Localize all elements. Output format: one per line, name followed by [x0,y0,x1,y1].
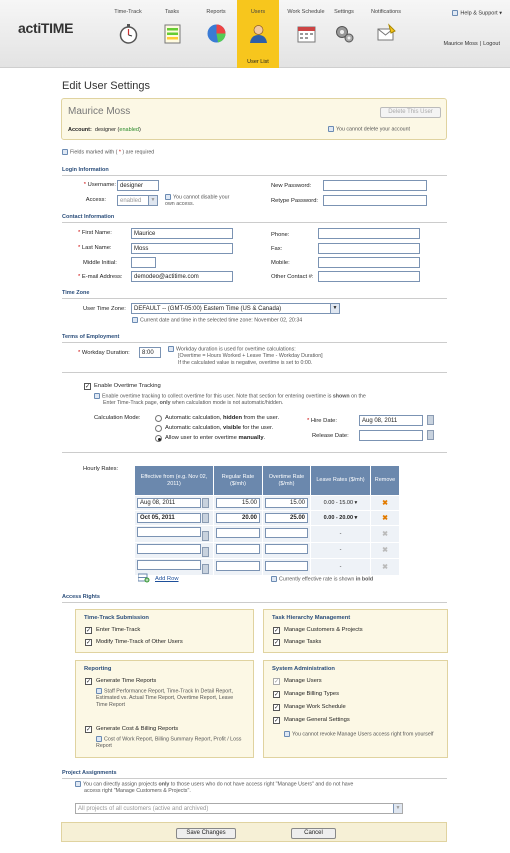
effective-date-cell [135,511,214,526]
user-summary-panel [61,98,447,140]
pie-chart-icon [206,23,227,44]
info-icon [271,576,277,582]
mobile-label: Mobile: [271,260,290,266]
tab-label: Users [250,9,266,15]
cost-reports-note-text: Cost of Work Report, Billing Summary Report, Profit / Loss Report [96,736,242,750]
modify-time-track-label: Modify Time-Track of Other Users [96,639,183,645]
projects-note-b: only [158,781,170,788]
divider [62,602,447,603]
time-reports-note-text: Staff Performance Report, Time-Track In Detail Report, Estimated vs. Actual Time Report, Overtime Report, Leave Time Report [96,688,234,709]
first-name-label-text: First Name: [81,230,112,236]
regular-rate-cell [214,496,263,511]
retype-password-label: Retype Password: [271,198,319,204]
projects-note [75,781,445,795]
section-contact: Contact Information [62,214,115,220]
time-track-panel [75,609,254,653]
info-icon [75,781,81,787]
effective-date-input[interactable] [137,527,201,537]
manage-customers-checkbox[interactable]: ✓ [274,628,280,634]
calendar-icon[interactable] [202,547,209,557]
first-name-input[interactable]: Maurice [131,228,233,239]
user-full-name: Maurice Moss [68,106,131,117]
reporting-title: Reporting [84,666,112,672]
help-icon [452,10,458,16]
email-label-text: E-mail Address: [81,274,123,280]
effective-rate-note-a: Currently effective rate is shown [279,576,356,583]
rate-row [135,559,400,576]
new-password-label: New Password: [271,183,312,189]
last-name-input[interactable]: Moss [131,243,233,254]
app-logo[interactable]: actiTIME [18,20,74,36]
leave-rates-value: 0.00 - 15.00 [323,500,354,506]
leave-rates-value: - [339,563,342,570]
tab-label: Settings [334,9,354,15]
projects-select-value: All projects of all customers (active and archived) [78,806,209,812]
user-icon [248,23,269,44]
col-remove: Remove [371,466,400,496]
cannot-delete-text: You cannot delete your account [336,126,411,133]
info-icon [132,317,138,323]
calc-visible-label-a: Automatic calculation, [165,425,223,431]
overtime-note-1b: shown [332,393,350,400]
overtime-note-1a: Enable overtime tracking to collect overtime for this user. Note that section for entering overtime is [102,393,333,400]
tab-label: Tasks [164,9,180,15]
calendar-icon[interactable] [427,430,434,440]
hire-date-label-text: Hire Date: [310,418,337,424]
calc-hidden-label [165,415,279,421]
task-hierarchy-panel [263,609,448,653]
regular-rate-cell [214,559,263,576]
cannot-delete-note [328,126,410,133]
fax-label: Fax: [271,246,283,252]
rate-row [135,511,400,526]
system-admin-panel [263,660,448,758]
manage-tasks-label: Manage Tasks [284,639,322,645]
leave-rates-cell [311,542,371,559]
access-note-text: You cannot disable your own access. [165,194,230,208]
subtab-user-list[interactable]: User List [237,56,279,68]
overtime-rate-cell [263,559,311,576]
overtime-rate-cell [263,526,311,543]
calendar-icon[interactable] [427,415,434,425]
manage-general-settings-checkbox[interactable]: ✓ [274,718,280,724]
first-name-label [78,230,112,236]
checklist-icon [162,23,183,44]
tab-notifications[interactable] [359,0,413,56]
col-regular-rate: Regular Rate ($/mh) [214,466,263,496]
new-password-input[interactable] [323,180,427,191]
required-star: * [83,182,87,188]
info-icon [165,194,171,200]
section-project-assignments: Project Assignments [62,770,117,776]
manage-users-checkbox[interactable]: ✓ [274,679,280,685]
manage-general-settings-label: Manage General Settings [284,717,350,723]
info-icon [96,736,102,742]
remove-cell [371,496,400,511]
duration-note-3: If the calculated value is negative, overtime is set to 0:00. [178,360,313,367]
time-zone-label: User Time Zone: [83,306,126,312]
page-title: Edit User Settings [62,80,151,92]
account-status: enabled [119,127,139,133]
divider [62,452,447,453]
manage-tasks-checkbox[interactable]: ✓ [274,640,280,646]
overtime-rate-input[interactable]: 25.00 [265,513,308,523]
access-note [165,194,235,208]
section-employment: Terms of Employment [62,334,120,340]
cost-reports-note [96,736,246,750]
overtime-note-2b: only [159,400,171,407]
divider [62,778,447,779]
chevron-down-icon: ▼ [148,196,157,205]
regular-rate-cell [214,511,263,526]
calc-hidden-label-c: from the user. [242,415,280,421]
overtime-rate-cell [263,511,311,526]
reporting-panel [75,660,254,758]
overtime-note-1c: on the [349,393,366,400]
cancel-button[interactable]: Cancel [291,828,336,839]
phone-label: Phone: [271,232,290,238]
calc-visible-label-c: for the user. [241,425,274,431]
manage-billing-types-label: Manage Billing Types [284,691,339,697]
projects-note-a: You can directly assign projects [83,781,159,788]
tab-label: Time-Track [114,9,142,15]
logout-link[interactable]: Logout [483,41,500,47]
duration-note-2: [Overtime = Hours Worked + Leave Time - Workday Duration] [178,353,323,360]
last-name-label [78,245,112,251]
generate-cost-reports-label: Generate Cost & Billing Reports [96,726,179,732]
chevron-down-icon: ▼ [393,804,402,813]
fax-input[interactable] [318,243,420,254]
regular-rate-input[interactable]: 15.00 [216,498,260,508]
middle-initial-input[interactable] [131,257,156,268]
calc-hidden-label-a: Automatic calculation, [165,415,223,421]
tab-label: Reports [206,9,226,15]
regular-rate-input[interactable] [216,544,260,554]
info-icon [328,126,334,132]
manage-billing-types-checkbox[interactable]: ✓ [274,692,280,698]
regular-rate-input[interactable] [216,561,260,571]
leave-rates-cell [311,526,371,543]
time-zone-value: DEFAULT -- (GMT-05:00) Eastern Time (US & Canada) [134,306,282,312]
leave-rates-value: 0.00 - 20.00 [323,515,354,521]
save-changes-button[interactable]: Save Changes [176,828,236,839]
calc-visible-label-b: visible [223,425,242,431]
required-note-a: Fields marked with ( [70,149,118,156]
effective-date-cell [135,542,214,559]
projects-note-c: to those users who do not have access right "Manage Users" and do not have [169,781,354,788]
effective-date-input[interactable]: Oct 05, 2011 [137,513,201,523]
help-support-menu[interactable]: Help & Support ▾ [452,10,502,16]
effective-date-cell [135,496,214,511]
overtime-rate-input[interactable] [265,528,308,538]
add-row-link[interactable]: Add Row [155,576,179,582]
calc-manual-radio[interactable] [155,435,162,442]
access-label: Access: [85,197,106,203]
middle-initial-label: Middle Initial: [83,260,117,266]
user-links: Maurice Moss | Logout [443,41,500,47]
manage-work-schedule-label: Manage Work Schedule [284,704,346,710]
envelope-icon [376,23,397,44]
enable-overtime-checkbox[interactable]: ✓ [85,384,91,390]
overtime-note [94,393,449,407]
retype-password-input[interactable] [323,195,427,206]
manage-customers-label: Manage Customers & Projects [284,627,363,633]
calendar-icon[interactable] [202,564,209,574]
leave-rates-cell [311,559,371,576]
tab-users[interactable] [237,0,279,56]
section-access-rights: Access Rights [62,594,100,600]
workday-duration-label-text: Workday Duration: [81,350,130,356]
duration-note-1: Workday duration is used for overtime calculations: [176,346,296,353]
rate-row [135,496,400,511]
required-star: * [78,350,81,356]
access-value: enabled [120,198,142,204]
info-icon [168,346,174,352]
leave-rates-cell: 0.00 - 20.00 ▾ [311,511,371,526]
overtime-note-2a: Enter Time-Track page, [103,400,160,407]
overtime-rate-cell [263,496,311,511]
username-input[interactable]: designer [117,180,159,191]
workday-duration-label [78,350,130,356]
calc-manual-label-b: manually [238,435,264,441]
time-zone-note-text: Current date and time in the selected time zone: November 02, 20:34 [140,317,303,324]
current-user-link[interactable]: Maurice Moss [443,41,478,47]
calc-hidden-label-b: hidden [223,415,242,421]
leave-rates-value: - [339,530,342,537]
overtime-rate-input[interactable]: 15.00 [265,498,308,508]
divider [62,372,447,373]
other-contact-input[interactable] [318,271,420,282]
workday-duration-input[interactable]: 8:00 [139,347,161,358]
calc-visible-radio[interactable] [155,425,162,432]
remove-cell [371,559,400,576]
time-reports-note [96,688,246,709]
form-footer [61,822,447,842]
hire-date-input[interactable]: Aug 08, 2011 [359,415,423,426]
phone-input[interactable] [318,228,420,239]
regular-rate-cell [214,542,263,559]
remove-row-icon[interactable]: ✖ [382,547,388,555]
projects-select[interactable] [75,803,403,814]
overtime-rate-cell [263,542,311,559]
calc-hidden-radio[interactable] [155,415,162,422]
release-date-input[interactable] [359,430,423,441]
enable-overtime-label: Enable Overtime Tracking [94,383,161,389]
divider [62,175,447,176]
col-overtime-rate: Overtime Rate ($/mh) [263,466,311,496]
divider [62,222,447,223]
divider [62,298,447,299]
remove-cell [371,526,400,543]
required-note-b: ) are required [122,149,155,156]
calc-visible-label [165,425,273,431]
calendar-icon[interactable] [202,513,209,523]
task-hierarchy-title: Task Hierarchy Management [272,615,351,621]
remove-row-icon[interactable]: ✖ [382,530,388,538]
leave-rates-cell: 0.00 - 15.00 ▾ [311,496,371,511]
remove-row-icon[interactable]: ✖ [382,500,388,507]
effective-rate-note-b: in bold [355,576,374,583]
manage-work-schedule-checkbox[interactable]: ✓ [274,705,280,711]
hourly-rates-table [134,465,400,576]
rate-row [135,526,400,543]
calendar-icon [296,23,317,44]
required-star: * [78,245,81,251]
required-star: * [307,418,310,424]
calculation-mode-label: Calculation Mode: [94,415,141,421]
generate-cost-reports-checkbox[interactable]: ✓ [86,727,92,733]
section-login: Login Information [62,167,109,173]
stopwatch-icon [118,23,139,44]
calc-manual-label [165,435,265,441]
section-time-zone: Time Zone [62,290,90,296]
manage-users-note [284,731,434,738]
overtime-rate-input[interactable] [265,544,308,554]
regular-rate-input[interactable] [216,528,260,538]
info-icon [96,688,102,694]
effective-date-input[interactable]: Aug 08, 2011 [137,498,201,508]
effective-date-input[interactable] [137,560,201,570]
other-contact-label: Other Contact #: [271,274,314,280]
workday-duration-note [168,346,323,367]
enter-time-track-label: Enter Time-Track [96,627,141,633]
required-star: * [118,149,121,156]
access-select[interactable] [117,195,158,206]
required-star: * [78,230,81,236]
regular-rate-input[interactable]: 20.00 [216,513,260,523]
remove-cell [371,511,400,526]
effective-date-input[interactable] [137,544,201,554]
generate-time-reports-checkbox[interactable]: ✓ [86,679,92,685]
projects-note-d: access right "Manage Customers & Projects". [84,788,191,795]
col-effective-from: Effective from (e.g. Nov 02, 2011) [135,466,214,496]
time-zone-note [132,317,302,324]
chevron-down-icon: ▼ [330,304,339,313]
required-star: * [78,274,81,280]
calc-manual-label-a: Allow user to enter overtime [165,435,239,441]
enter-time-track-checkbox[interactable]: ✓ [86,628,92,634]
leave-rates-value: - [339,547,342,554]
tab-label: Notifications [371,9,401,15]
tab-label: Work Schedule [287,9,325,15]
generate-time-reports-label: Generate Time Reports [96,678,157,684]
modify-time-track-checkbox[interactable]: ✓ [86,640,92,646]
remove-cell [371,542,400,559]
rate-row [135,542,400,559]
tab-reports[interactable] [189,0,243,56]
calendar-icon[interactable] [202,498,209,508]
hourly-rates-label: Hourly Rates: [83,466,119,472]
username-label-text: Username: [87,182,116,188]
col-leave-rates: Leave Rates ($/mh) [311,466,371,496]
email-input[interactable]: demodeo@actitime.com [131,271,233,282]
calc-manual-label-c: . [263,435,266,441]
required-fields-note [62,149,154,156]
overtime-note-2c: when calculation mode is not automatic/hidden. [170,400,284,407]
time-track-title: Time-Track Submission [84,615,149,621]
overtime-rate-input[interactable] [265,561,308,571]
help-label: Help & Support [460,10,498,17]
account-value: designer [94,127,117,133]
info-icon [284,731,290,737]
regular-rate-cell [214,526,263,543]
username-label [62,182,116,188]
remove-row-icon[interactable]: ✖ [382,563,388,571]
email-label [78,274,122,280]
delete-user-button[interactable]: Delete This User [380,107,441,118]
calendar-icon[interactable] [202,531,209,541]
add-row-icon[interactable] [138,573,150,583]
release-date-label: Release Date: [312,433,349,439]
manage-users-label: Manage Users [284,678,322,684]
effective-date-cell [135,526,214,543]
time-zone-select[interactable] [131,303,340,314]
account-line: Account: designer (enabled) [68,127,141,133]
divider [62,342,447,343]
last-name-label-text: Last Name: [81,245,112,251]
info-icon [62,149,68,155]
effective-rate-note [271,576,373,583]
system-admin-title: System Administration [272,666,335,672]
manage-users-note-text: You cannot revoke Manage Users access right from yourself [292,731,434,738]
gears-icon [334,23,355,44]
mobile-input[interactable] [318,257,420,268]
hire-date-label [307,418,337,424]
account-label: Account: [68,127,92,133]
info-icon [94,393,100,399]
remove-row-icon[interactable]: ✖ [382,515,388,522]
